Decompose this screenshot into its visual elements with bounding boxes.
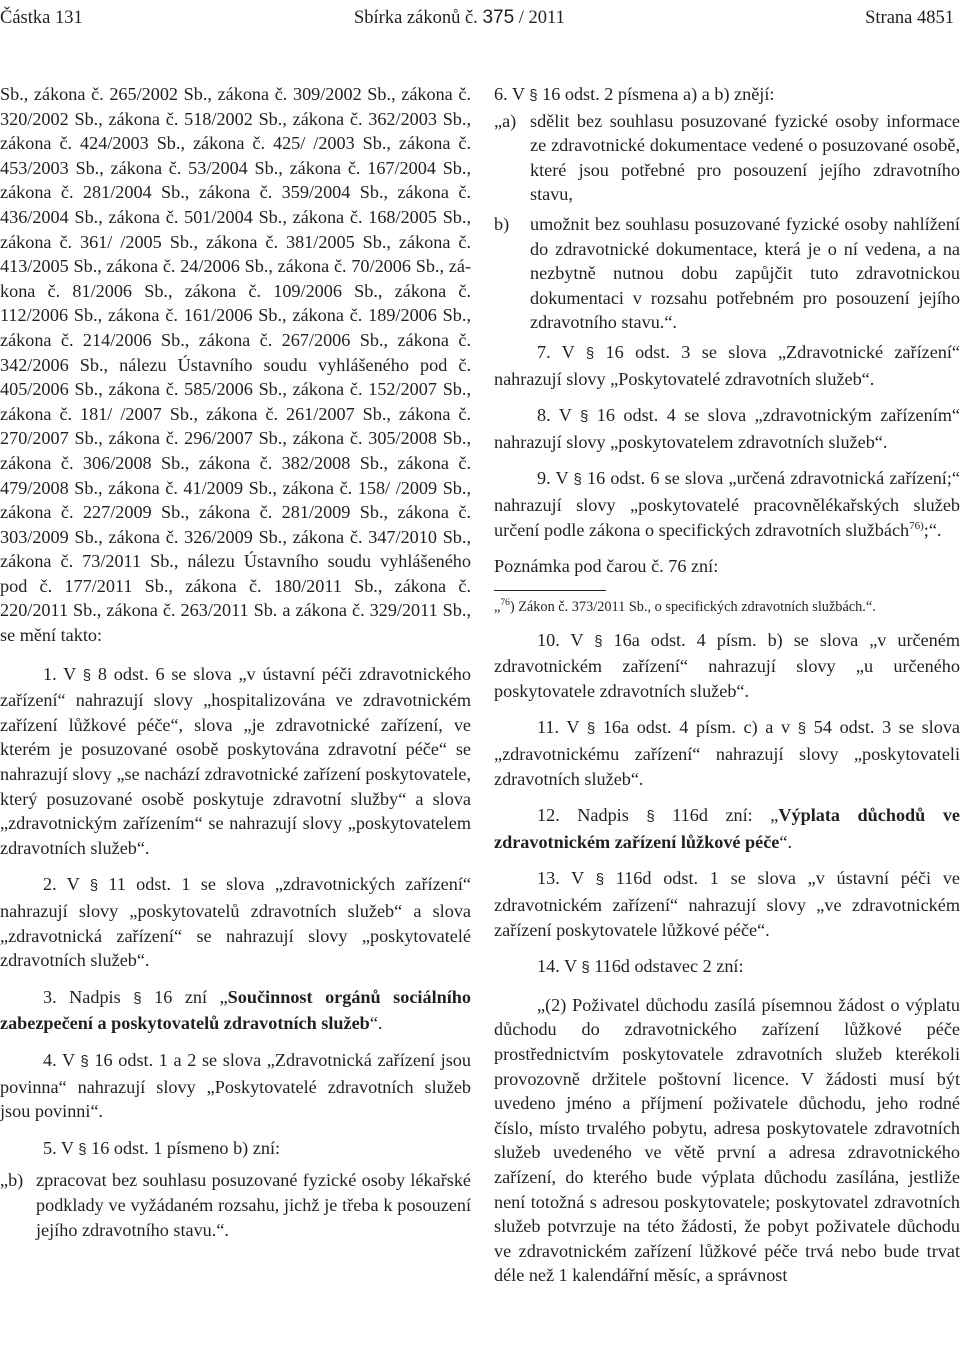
item-label: b) [494, 213, 510, 234]
section-sign: § [580, 408, 589, 426]
letter-item-b [0, 1168, 471, 1242]
footnote-text: „$^{76}$) Zákon č. 373/2011 Sb., o specifických zdravotních službách.“. [494, 597, 876, 615]
section-sign: § [573, 471, 582, 489]
section-sign: § [80, 1052, 89, 1070]
amendment-11: 11. V § 16a odst. 4 písm. c) a v § 54 odst. 3 se slova „zdravotnickému zařízení“ nahrazují slovy „poskytovateli zdravotních služeb“. [494, 717, 960, 789]
footnote-intro: Poznámka pod čarou č. 76 zní: [494, 556, 719, 577]
amendment-13: 13. V § 116d odst. 1 se slova „v ústavní péči ve zdravotnickém zařízení“ nahrazují slovy „ve zdravotnickém zařízení poskytovatele lůžkové péče“. [494, 868, 960, 940]
section-sign: § [646, 808, 655, 826]
section-sign: § [133, 989, 142, 1007]
amendment-9: 9. V § 16 odst. 6 se slova „určená zdravotnická zařízení;“ nahrazují slovy „poskytovatelé pracovnělékařských služeb určení podle zákona o specifických zdravotních službách$^{76)}$;“. [494, 468, 960, 540]
collection-title: Sbírka zákonů č. 375 / 2011 [354, 7, 565, 28]
footnote-marker: 76 [500, 597, 510, 608]
section-sign: § [595, 871, 605, 889]
amendment-10: 10. V § 16a odst. 4 písm. b) se slova „v určeném zdravotnickém zařízení“ nahrazují slovy „u určeného poskytovatele zdravotních služeb“. [494, 629, 960, 701]
section-sign: § [581, 959, 590, 977]
amendment-1: 1. V § 8 odst. 6 se slova „v ústavní péči zdravotnického zařízení“ nahrazují slovy „hospitalizována ve zdravotnickém zařízení lůžkové péče“, slova „je zdravotnické zařízení, ve kterém je posuzované osobě poskytována zdravotní péče“ se nahrazují slovy „se nachází zdravotnické zařízení poskytovatele, který posuzované osobě poskytuje zdravotní služby“ a slova „zdravotnickým zařízením“ se nahrazují slovy „poskytovatelem zdravotních služeb“. [0, 663, 471, 858]
law-number: 375 [482, 7, 515, 28]
section-sign: § [594, 632, 603, 650]
amendment-5: 5. V § 16 odst. 1 písmeno b) zní: [43, 1137, 281, 1158]
left-column [0, 82, 471, 1242]
amendment-4: 4. V § 16 odst. 1 a 2 se slova „Zdravotnická zařízení jsou povinna“ nahrazují slovy „Poskytovatelé zdravotních služeb jsou povinni“. [0, 1049, 471, 1122]
footnote-ref: 76) [909, 519, 924, 532]
heading-text: Výplata důchodů ve zdravotnickém zařízení lůžkové péče [494, 805, 960, 852]
section-sign: § [586, 720, 596, 738]
item-text: sdělit bez souhlasu posuzované fyzické osoby informace ze zdravotnické dokumentace vedené o posuzované osobě, které jsou potřebné pro posouzení jejího zdravotního stavu, [530, 110, 960, 205]
footnote-divider [494, 590, 606, 591]
item-label: „a) [494, 110, 517, 131]
amendment-8: 8. V § 16 odst. 4 se slova „zdravotnickým zařízením“ nahrazují slovy „poskytovatelem zdravotních služeb“. [494, 405, 960, 452]
page-number: Strana 4851 [865, 8, 954, 28]
amendment-2: 2. V § 11 odst. 1 se slova „zdravotnických zařízení“ nahrazují slovy „poskytovatelů zdravotních služeb“ a slova „zdravotnická zařízení“ se nahrazují slovy „poskytovatelé zdravotních služeb“. [0, 874, 471, 971]
heading-text: Součinnost orgánů sociálního zabezpečení a poskytovatelů zdravotních služeb [0, 986, 472, 1034]
item-text: umožnit bez souhlasu posuzované fyzické osoby nahlížení do zdravotnické dokumentace, která je o ní vedena, a na nezbytně nutnou dobu zapůjčit tuto zdravotnickou dokumentaci v rozsahu potřebném pro posouzení jejího zdravotního stavu.“. [530, 213, 960, 333]
quoted-paragraph-2: „(2) Poživatel důchodu zasílá písemnou žádost o výplatu důchodu do zdravotnického zařízení lůžkové péče prostřednictvím poskytovatele zdravotních služeb kterékoli provozovně držitele poštovní licence. V žádosti musí být uvedeno jméno a příjmení poživatele důchodu, jeho rodné číslo, místo trvalého pobytu, adresa poskytovatele zdravotních služeb uvedeného ve větě první a adresa zdravotnického zařízení, do kterého bude výplata důchodu zasílána, jestliže není totožná s adresou poskytovatele; poskytovatel zdravotních služeb potvrzuje na této žádosti, že pobyt poživatele důchodu ve zdravotnickém zařízení lůžkové péče trvá nebo bude trvat déle než 1 kalendářní měsíc, a správnost [494, 994, 960, 1286]
page-header [0, 3, 960, 33]
section-sign: § [82, 666, 92, 684]
amendment-3: 3. Nadpis § 16 zní „Součinnost orgánů sociálního zabezpečení a poskytovatelů zdravotních služeb“. [0, 986, 472, 1034]
letter-item-b [494, 212, 960, 335]
amendment-7: 7. V § 16 odst. 3 se slova „Zdravotnické zařízení“ nahrazují slovy „Poskytovatelé zdravotních služeb“. [494, 341, 960, 389]
issue-number: Částka 131 [0, 8, 83, 28]
amendment-14: 14. V § 116d odstavec 2 zní: [537, 956, 744, 977]
item-label: „b) [0, 1170, 24, 1191]
section-sign: § [89, 877, 99, 895]
letter-item-a [494, 109, 960, 207]
item-text: zpracovat bez souhlasu posuzované fyzické osoby lékařské podklady ve vyžádaném rozsahu, jichž je třeba k posouzení jejího zdravotního stavu.“. [36, 1170, 471, 1240]
section-sign: § [529, 87, 538, 104]
right-column [494, 82, 960, 1288]
section-sign: § [797, 720, 807, 738]
amendment-12: 12. Nadpis § 116d zní: „Výplata důchodů ve zdravotnickém zařízení lůžkové péče“. [494, 805, 960, 852]
amendment-6: 6. V § 16 odst. 2 písmena a) a b) znějí: [494, 84, 775, 104]
section-sign: § [585, 344, 595, 362]
section-sign: § [78, 1140, 87, 1158]
intro-paragraph: Sb., zákona č. 265/2002 Sb., zákona č. 309/2002 Sb., zákona č. 320/2002 Sb., zákona č. 518/2002 Sb., zákona č. 362/2003 Sb., zákona č. 424/2003 Sb., zákona č. 425/ /2003 Sb., zákona č. 453/2003 Sb., zákona č. 53/2004 Sb., zákona č. 167/2004 Sb., zákona č. 281/2004 Sb., zákona č. 359/2004 Sb., zákona č. 436/2004 Sb., zákona č. 501/2004 Sb., zákona č. 168/2005 Sb., zákona č. 361/ /2005 Sb., zákona č. 381/2005 Sb., zákona č. 413/2005 Sb., zákona č. 24/2006 Sb., zákona č. 70/2006 Sb., zákona č. 81/2006 Sb., zákona č. 109/2006 Sb., zákona č. 112/2006 Sb., zákona č. 161/2006 Sb., zákona č. 189/2006 Sb., zákona č. 214/2006 Sb., zákona č. 267/2006 Sb., zákona č. 342/2006 Sb., nálezu Ústavního soudu vyhlášeného pod č. 405/2006 Sb., zákona č. 585/2006 Sb., zákona č. 152/2007 Sb., zákona č. 181/ /2007 Sb., zákona č. 261/2007 Sb., zákona č. 270/2007 Sb., zákona č. 296/2007 Sb., zákona č. 305/2008 Sb., zákona č. 306/2008 Sb., zákona č. 382/2008 Sb., zákona č. 479/2008 Sb., zákona č. 41/2009 Sb., zákona č. 158/ /2009 Sb., zákona č. 227/2009 Sb., zákona č. 281/2009 Sb., zákona č. 303/2009 Sb., zákona č. 326/2009 Sb., zákona č. 347/2010 Sb., zákona č. 73/2011 Sb., nálezu Ústavního soudu vyhlášeného pod č. 177/2011 Sb., zákona č. 180/2011 Sb., zákona č. 220/2011 Sb., zákona č. 263/2011 Sb. a zákona č. 329/2011 Sb., se mění takto: [0, 84, 471, 646]
